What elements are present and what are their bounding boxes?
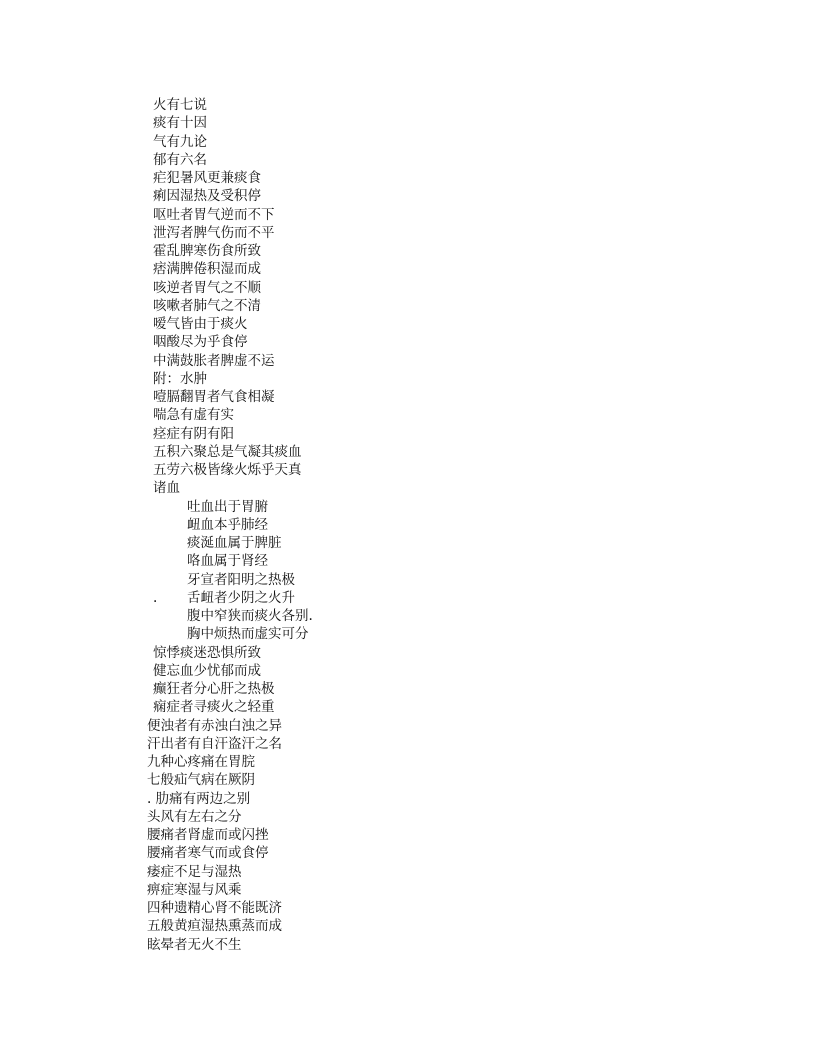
text-line: 痿症不足与湿热 <box>147 863 242 880</box>
text-line: 五积六聚总是气凝其痰血 <box>153 443 302 460</box>
text-line: 癫狂者分心肝之热极 <box>153 681 275 697</box>
text-line: 咳逆者胃气之不顺 <box>153 279 261 296</box>
text-line: 泄泻者脾气伤而不平 <box>153 224 275 241</box>
text-line: 眩晕者无火不生 <box>147 936 242 953</box>
text-line: 郁有六名 <box>153 151 207 168</box>
stray-dot-marker: . <box>153 589 158 606</box>
text-line: 头风有左右之分 <box>147 808 242 825</box>
text-line: 腰痛者寒气而或食停 <box>147 845 269 862</box>
sub-text-line: 痰涎血属于脾脏 <box>187 535 282 551</box>
text-line: 中满鼓胀者脾虚不运 <box>153 352 275 369</box>
sub-text-line: 吐血出于胃腑 <box>187 498 268 515</box>
text-line: 痞满脾倦积湿而成 <box>153 261 261 278</box>
text-line: 七般疝气病在厥阴 <box>147 772 255 789</box>
text-line: 痉症有阴有阳 <box>153 425 234 442</box>
sub-text-line: 腹中窄狭而痰火各别. <box>187 608 313 624</box>
text-line: 痢因湿热及受积停 <box>153 188 261 205</box>
text-line: 诸血 <box>153 480 180 497</box>
sub-text-line-with-marker <box>0 589 816 607</box>
text-line: 咳嗽者肺气之不清 <box>153 297 261 314</box>
text-line: 惊悸痰迷恐惧所致 <box>153 644 261 661</box>
text-line: 便浊者有赤浊白浊之异 <box>147 717 282 734</box>
text-line: 咽酸尽为乎食停 <box>153 334 248 351</box>
text-line: 霍乱脾寒伤食所致 <box>153 243 261 259</box>
text-line: 火有七说 <box>153 97 207 113</box>
document-body <box>0 96 816 954</box>
text-line: 汗出者有自汗盗汗之名 <box>147 735 282 752</box>
text-line: 疟犯暑风更兼痰食 <box>153 170 261 186</box>
text-line: 四种遗精心肾不能既济 <box>147 900 282 916</box>
text-line: 呕吐者胃气逆而不下 <box>153 206 275 223</box>
text-line: 五劳六极皆缘火烁乎天真 <box>153 462 302 478</box>
text-line: 腰痛者肾虚而或闪挫 <box>147 827 269 843</box>
sub-text-line: 咯血属于肾经 <box>187 553 268 570</box>
text-line: 痰有十因 <box>153 115 207 132</box>
text-line: 噎膈翻胃者气食相凝 <box>153 389 275 405</box>
sub-text-line: 胸中烦热而虚实可分 <box>187 626 309 643</box>
text-line: 五般黄疸湿热熏蒸而成 <box>147 918 282 935</box>
text-line: 气有九论 <box>153 133 207 150</box>
text-line: 痹症寒湿与风乘 <box>147 881 242 898</box>
text-line: 嗳气皆由于痰火 <box>153 316 248 332</box>
text-line: 喘急有虚有实 <box>153 407 234 424</box>
text-line: 九种心疼痛在胃脘 <box>147 754 255 770</box>
sub-text: 舌衄者少阴之火升 <box>187 589 295 606</box>
sub-text-line: 衄血本乎肺经 <box>187 516 268 533</box>
text-line: 附：水肿 <box>153 370 207 387</box>
text-line: 健忘血少忧郁而成 <box>153 662 261 679</box>
sub-text-line: 牙宣者阳明之热极 <box>187 571 295 588</box>
text-line: 痫症者寻痰火之轻重 <box>153 699 275 716</box>
text-line: . 肋痛有两边之别 <box>147 790 251 807</box>
